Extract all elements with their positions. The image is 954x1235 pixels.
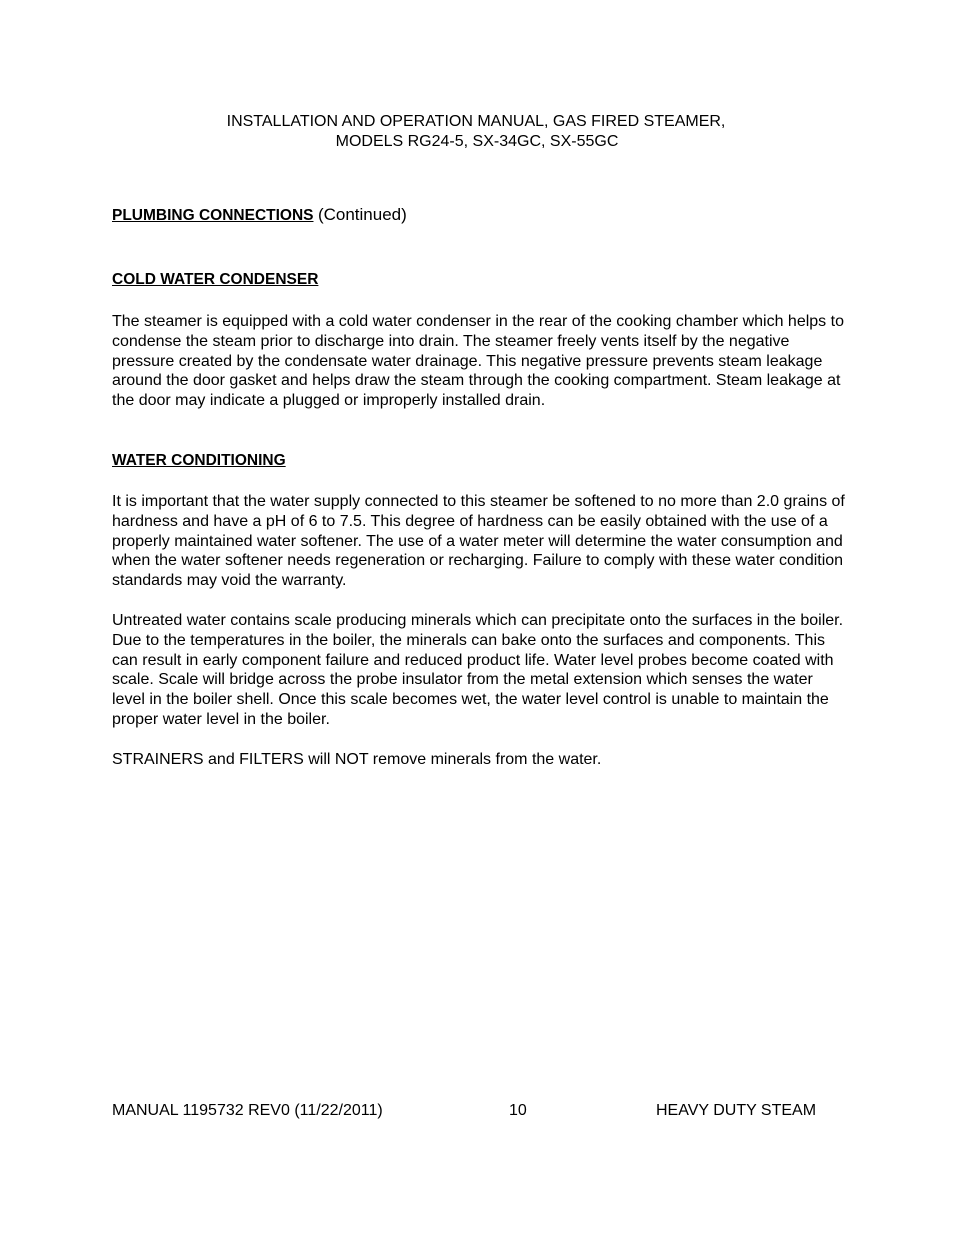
cold-water-condenser-title: COLD WATER CONDENSER bbox=[112, 271, 319, 288]
plumbing-connections-title: PLUMBING CONNECTIONS bbox=[112, 207, 314, 224]
water-conditioning-heading bbox=[112, 452, 842, 470]
water-conditioning-paragraph-3: STRAINERS and FILTERS will NOT remove minerals from the water. bbox=[112, 751, 602, 768]
water-conditioning-paragraph-2: Untreated water contains scale producing minerals which can precipitate onto the surfaces in the boiler. Due to the temperatures in the boiler, the minerals can bake onto the surfaces and components. This can result in early component failure and reduced product life. Water level probes become coated with scale. Scale will bridge across the probe insulator from the metal extension which senses the water level in the boiler shell. Once this scale becomes wet, the water level control is unable to maintain the proper water level in the boiler. bbox=[112, 612, 844, 728]
plumbing-section-heading bbox=[112, 205, 842, 225]
continued-label: (Continued) bbox=[317, 205, 407, 224]
header-title-line1: INSTALLATION AND OPERATION MANUAL, GAS FIRED STEAMER, bbox=[226, 113, 726, 130]
footer-manual-id: MANUAL 1195732 REV0 (11/22/2011) bbox=[112, 1102, 383, 1119]
page-header bbox=[0, 112, 954, 152]
footer-product-name: HEAVY DUTY STEAM bbox=[656, 1102, 817, 1119]
cold-water-condenser-heading bbox=[112, 271, 842, 289]
condenser-paragraph: The steamer is equipped with a cold water condenser in the rear of the cooking chamber which helps to condense the steam prior to discharge into drain. The steamer freely vents itself by the negative pressure created by the condensate water drainage. This negative pressure prevents steam leakage around the door gasket and helps draw the steam through the cooking compartment. Steam leakage at the door may indicate a plugged or improperly installed drain. bbox=[112, 313, 844, 410]
header-title-line2: MODELS RG24-5, SX-34GC, SX-55GC bbox=[335, 133, 619, 150]
water-conditioning-title: WATER CONDITIONING bbox=[112, 452, 286, 469]
water-conditioning-paragraph-1: It is important that the water supply connected to this steamer be softened to no more than 2.0 grains of hardness and have a pH of 6 to 7.5. This degree of hardness can be easily obtained with the use of a properly maintained water softener. The use of a water meter will determine the water consumption and when the water softener needs regeneration or recharging. Failure to comply with these water condition standards may void the warranty. bbox=[112, 493, 845, 590]
footer-page-number: 10 bbox=[509, 1102, 527, 1119]
